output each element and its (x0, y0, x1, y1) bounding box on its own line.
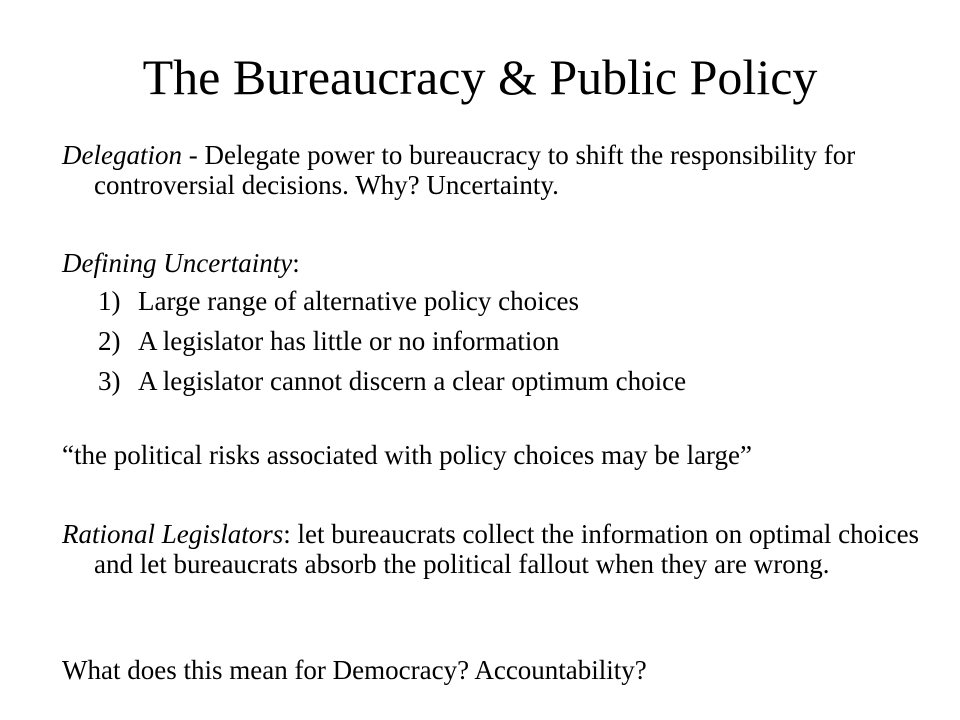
uncertainty-term: Defining Uncertainty (62, 248, 293, 278)
list-item-number: 3) (98, 366, 121, 396)
uncertainty-suffix: : (292, 248, 300, 278)
delegation-paragraph (62, 140, 954, 200)
list-item-number: 2) (98, 326, 121, 356)
closing-question: What does this mean for Democracy? Accountability? (62, 655, 647, 685)
list-item (98, 326, 918, 356)
rational-text: : let bureaucrats collect the information on optimal choices and let bureaucrats absorb the political fallout when they are wrong. (94, 519, 920, 579)
list-item-text: A legislator has little or no information (138, 326, 560, 356)
rational-paragraph (62, 519, 954, 579)
delegation-text: - Delegate power to bureaucracy to shift the responsibility for controversial decisions. Why? Uncertainty. (94, 140, 856, 200)
list-item (98, 366, 918, 396)
list-item-text: Large range of alternative policy choices (138, 286, 580, 316)
uncertainty-heading (62, 248, 922, 278)
slide-title: The Bureaucracy & Public Policy (142, 49, 818, 105)
list-item-number: 1) (98, 286, 121, 316)
quote-paragraph: “the political risks associated with policy choices may be large” (62, 440, 753, 470)
uncertainty-list (98, 286, 918, 396)
delegation-term: Delegation (62, 140, 182, 170)
list-item-text: A legislator cannot discern a clear optimum choice (138, 366, 687, 396)
list-item (98, 286, 918, 316)
rational-term: Rational Legislators (62, 519, 284, 549)
